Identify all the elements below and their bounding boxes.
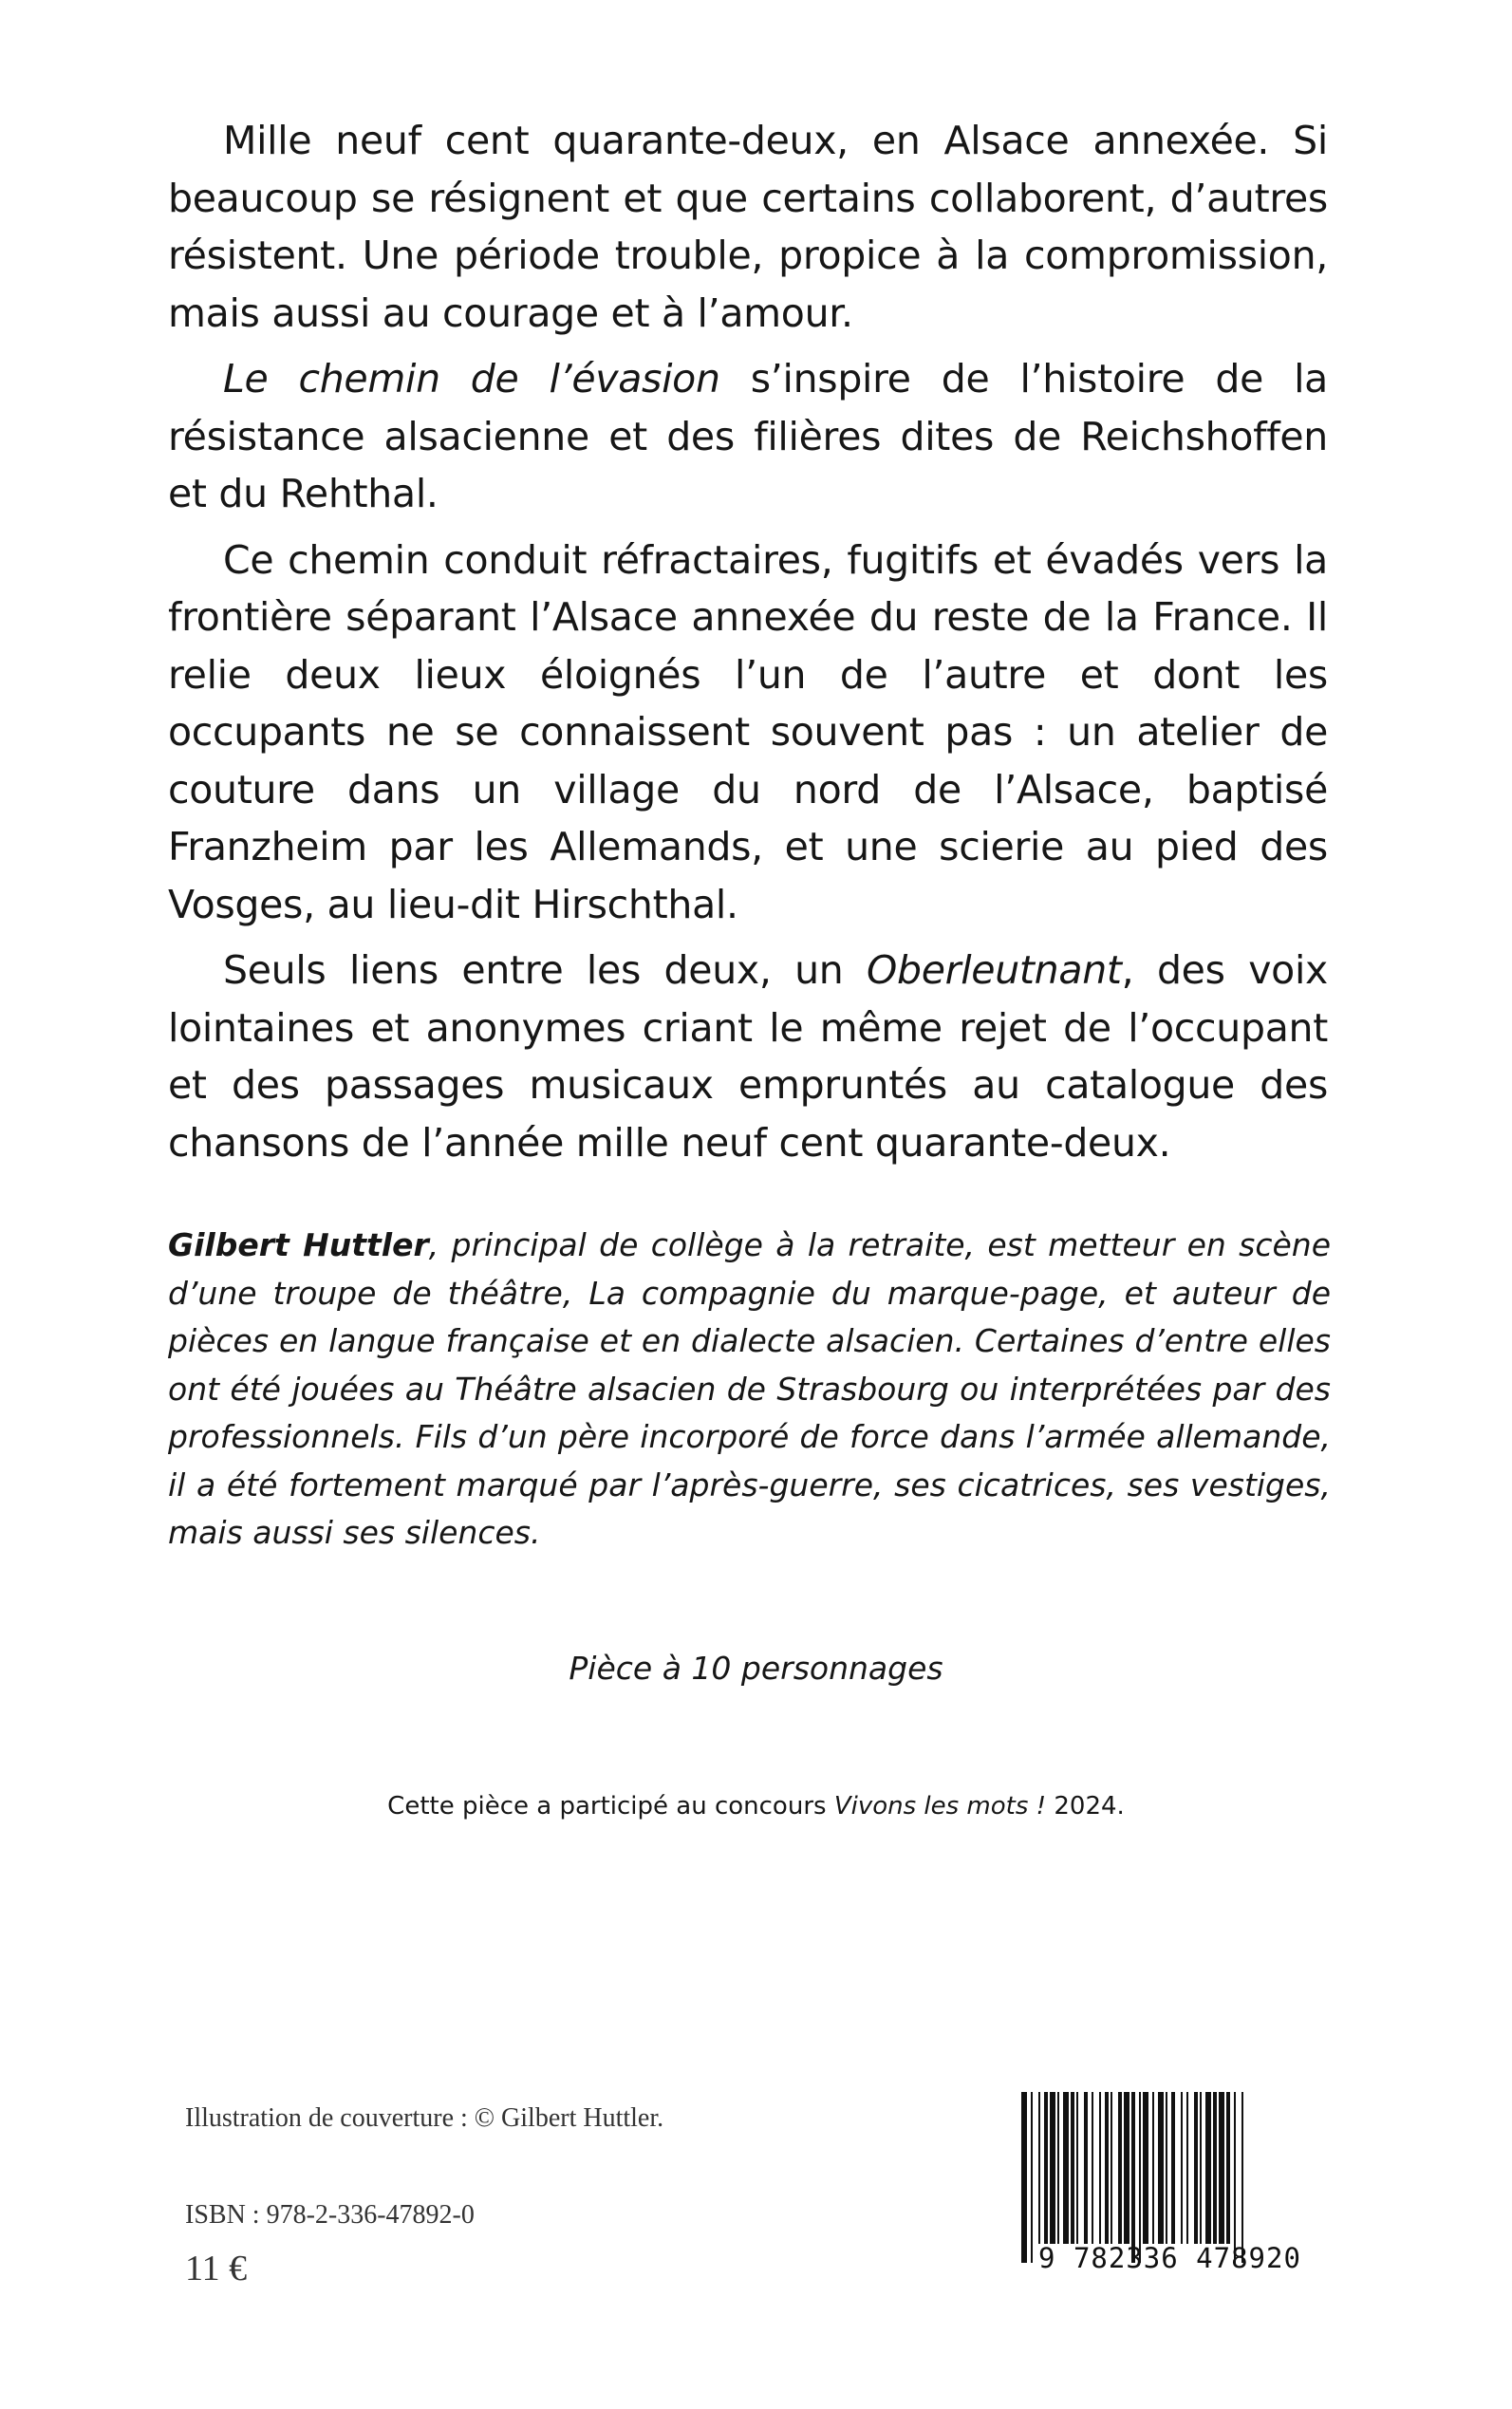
author-name: Gilbert Huttler [168, 1226, 429, 1263]
synopsis-paragraph-2-text: s’inspire de l’histoire de la résistance alsacienne et des filières dites de Reichshoffen et du Rehthal. [168, 356, 1328, 516]
barcode-bar [1158, 2092, 1164, 2244]
barcode-bar [1241, 2092, 1243, 2263]
synopsis-paragraph-4-rest: , des voix lointaines et anonymes criant le même rejet de l’occupant et des passages musicaux empruntés au catalogue des chansons de l’année mille neuf cent quarante-deux. [168, 947, 1328, 1166]
author-bio [168, 1222, 1331, 1558]
barcode-bar [1076, 2092, 1078, 2244]
barcode-bar [1050, 2092, 1055, 2244]
barcode-bar [1111, 2092, 1112, 2244]
barcode-digits: 9 782336 478920 [1038, 2242, 1301, 2274]
oberleutnant-term: Oberleutnant [867, 947, 1122, 993]
barcode-bar [1124, 2092, 1129, 2244]
barcode-bar [1038, 2092, 1040, 2244]
author-bio-text: , principal de collège à la retraite, est metteur en scène d’une troupe de théâtre, La compagnie du marque-page, et auteur de pièces en langue française et en dialecte alsacien. Certaines d’entre elles ont été jouées au Théâtre alsacien de Strasbourg ou interprétées par des professionnels. Fils d’un père incorporé de force dans l’armée allemande, il a été fortement marqué par l’après-guerre, ses cicatrices, ses vestiges, mais aussi ses silences. [168, 1226, 1331, 1551]
synopsis-paragraph-1: Mille neuf cent quarante-deux, en Alsace annexée. Si beaucoup se résignent et que certains collaborent, d’autres résistent. Une période trouble, propice à la compromission, mais aussi au courage et à l’amour. [168, 118, 1328, 336]
barcode-bar [1021, 2092, 1027, 2263]
synopsis-paragraph-3: Ce chemin conduit réfractaires, fugitifs et évadés vers la frontière séparant l’Alsace annexée du reste de la France. Il relie deux lieux éloignés l’un de l’autre et dont les occupants ne se connaissent souvent pas : un atelier de couture dans un village du nord de l’Alsace, baptisé Franzheim par les Allemands, et une scierie au pied des Vosges, au lieu-dit Hirschthal. [168, 536, 1328, 927]
contest-note-start: Cette pièce a participé au concours [387, 1792, 834, 1821]
barcode-bar [1118, 2092, 1122, 2244]
cover-credit: Illustration de couverture : © Gilbert Huttler. [185, 2103, 664, 2133]
barcode-bar [1044, 2092, 1048, 2244]
barcode-bar [1105, 2092, 1109, 2244]
barcode-bar [1213, 2092, 1217, 2244]
contest-note [0, 1792, 1512, 1821]
barcode-bar [1099, 2092, 1101, 2244]
barcode-bar [1226, 2092, 1230, 2244]
contest-note-end: 2024. [1046, 1792, 1125, 1821]
synopsis [168, 112, 1328, 1180]
barcode-bar [1181, 2092, 1183, 2244]
contest-name: Vivons les mots ! [833, 1792, 1047, 1821]
barcode-bar [1171, 2092, 1175, 2244]
barcode-bar [1200, 2092, 1202, 2244]
synopsis-paragraph-4-start: Seuls liens entre les deux, un [223, 947, 868, 993]
characters-note: Pièce à 10 personnages [569, 1650, 943, 1687]
barcode-bar [1219, 2092, 1224, 2244]
barcode-bar [1186, 2092, 1188, 2244]
barcode-bar [1166, 2092, 1167, 2244]
price: 11 € [185, 2249, 248, 2288]
synopsis-paragraph-4 [168, 942, 1328, 1171]
barcode-bar [1031, 2092, 1033, 2263]
barcode-bar [1205, 2092, 1211, 2244]
barcode-bar [1084, 2092, 1088, 2244]
barcode-bar [1092, 2092, 1093, 2244]
isbn: ISBN : 978-2-336-47892-0 [185, 2200, 475, 2230]
barcode-bar [1139, 2092, 1141, 2263]
barcode-bar [1063, 2092, 1069, 2244]
barcode-bar [1194, 2092, 1198, 2244]
book-title: Le chemin de l’évasion [223, 356, 720, 402]
barcode-bar [1071, 2092, 1074, 2244]
barcode-bar [1143, 2092, 1148, 2244]
barcode-bar [1057, 2092, 1059, 2244]
barcode-bar [1152, 2092, 1154, 2244]
barcode-bar [1234, 2092, 1236, 2263]
synopsis-paragraph-2 [168, 350, 1328, 523]
barcode-bar [1131, 2092, 1135, 2263]
